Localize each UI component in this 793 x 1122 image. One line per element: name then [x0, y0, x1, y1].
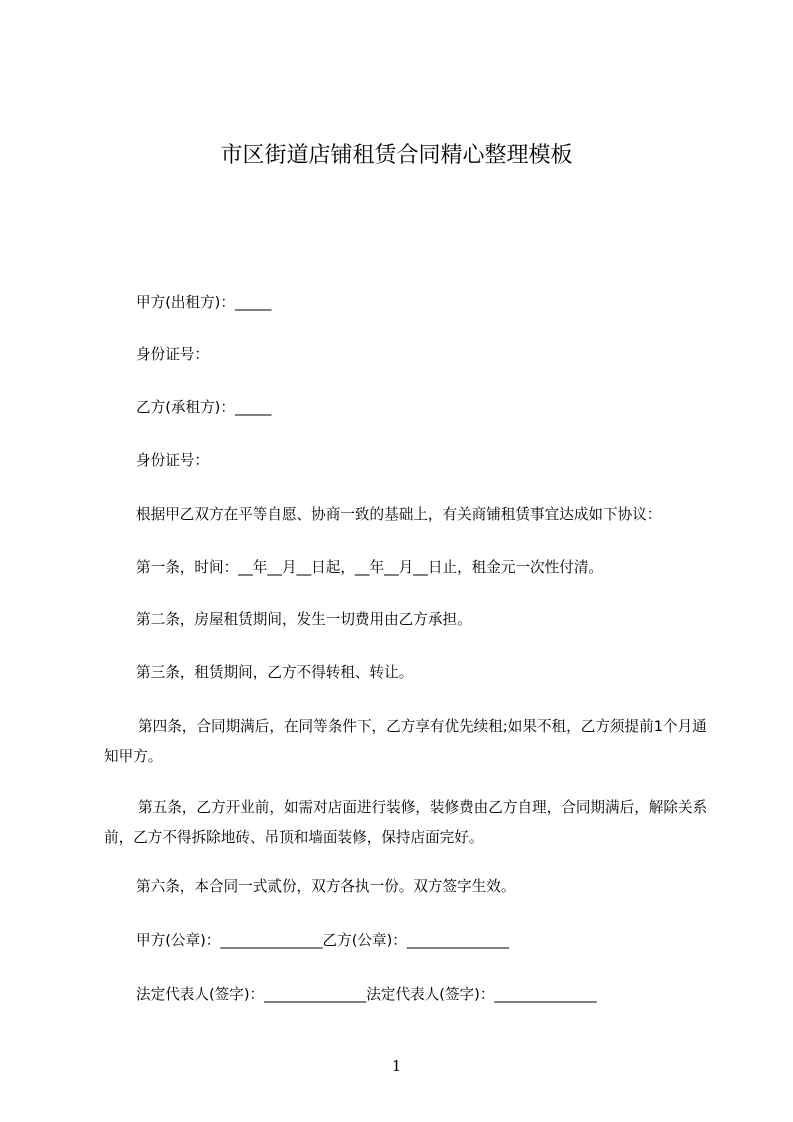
article-3: 第三条，租赁期间，乙方不得转租、转让。 — [136, 664, 414, 681]
party-a-id-line: 身份证号： — [136, 346, 209, 363]
party-b-line: 乙方(承租方)：_____ — [136, 399, 272, 416]
page-number: 1 — [391, 1057, 402, 1075]
representative-signature-line: 法定代表人(签字)：______________法定代表人(签字)：______________ — [136, 986, 597, 1003]
document-title: 市区街道店铺租赁合同精心整理模板 — [220, 143, 573, 168]
article-6: 第六条，本合同一式贰份，双方各执一份。双方签字生效。 — [136, 878, 516, 895]
preamble-paragraph: 根据甲乙双方在平等自愿、协商一致的基础上，有关商铺租赁事宜达成如下协议： — [136, 506, 662, 523]
article-1: 第一条，时间：__年__月__日起，__年__月__日止，租金元一次性付清。 — [136, 559, 604, 576]
article-5: 第五条，乙方开业前，如需对店面进行装修，装修费由乙方自理，合同期满后，解除关系前，乙方不得拆除地砖、吊顶和墙面装修，保持店面完好。 — [104, 799, 708, 846]
article-4: 第四条，合同期满后，在同等条件下，乙方享有优先续租;如果不租，乙方须提前1个月通知甲方。 — [104, 718, 707, 765]
article-2: 第二条，房屋租赁期间，发生一切费用由乙方承担。 — [136, 611, 472, 628]
seal-signature-line: 甲方(公章)：______________乙方(公章)：______________ — [136, 932, 510, 949]
party-a-line: 甲方(出租方)：_____ — [136, 294, 272, 311]
party-b-id-line: 身份证号： — [136, 452, 209, 469]
